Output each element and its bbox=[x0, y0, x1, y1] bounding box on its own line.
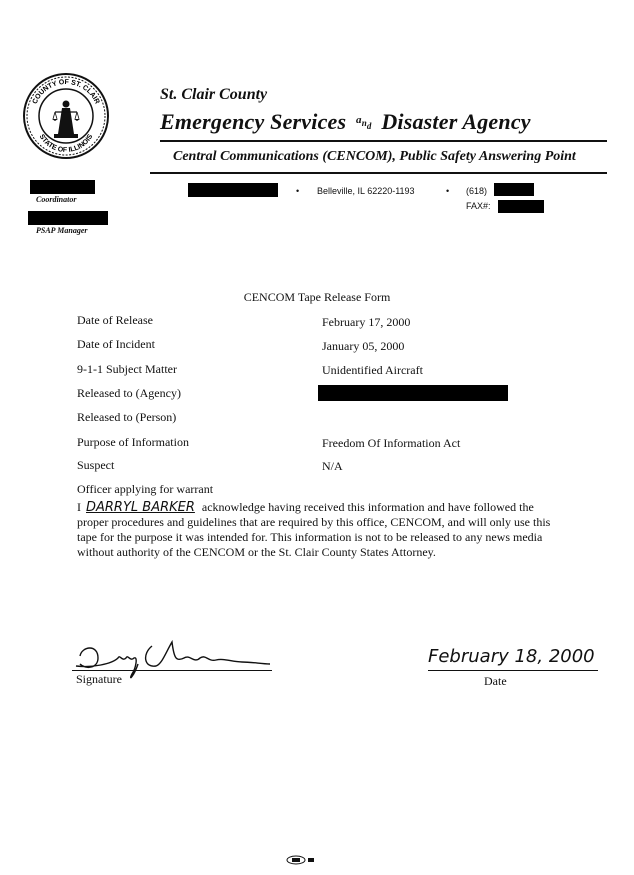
bullet-separator: • bbox=[446, 186, 450, 196]
address-text: Belleville, IL 62220-1193 bbox=[317, 186, 415, 196]
redaction-block bbox=[28, 211, 108, 225]
county-seal-icon bbox=[22, 72, 110, 160]
coordinator-label: Coordinator bbox=[36, 195, 77, 204]
agency-name bbox=[160, 109, 531, 135]
agency-and: and bbox=[355, 114, 372, 132]
row-label-released-agency: Released to (Agency) bbox=[77, 386, 181, 400]
statement-text: acknowledge having received this information and have followed the proper procedures and guidelines that are required by this office, CENCOM, and will only use this tape for the purpose it was intended for. This information is not to be released to any news media without authority of the CENCOM or the St. Clair County States Attorney. bbox=[77, 500, 551, 559]
row-value-purpose: Freedom Of Information Act bbox=[322, 436, 461, 450]
psap-manager-label: PSAP Manager bbox=[36, 226, 88, 235]
county-name: St. Clair County bbox=[160, 86, 268, 103]
phone-prefix: (618) bbox=[466, 186, 488, 196]
row-label-date-of-release: Date of Release bbox=[77, 313, 153, 327]
redaction-block bbox=[188, 183, 278, 197]
statement-prefix: I bbox=[77, 500, 81, 514]
redaction-block bbox=[30, 180, 95, 194]
row-label-subject-matter: 9-1-1 Subject Matter bbox=[77, 362, 177, 376]
row-value-suspect: N/A bbox=[322, 459, 343, 473]
acknowledgement-statement bbox=[77, 500, 557, 560]
agency-name-part2: Disaster Agency bbox=[381, 109, 531, 134]
row-value-subject-matter: Unidentified Aircraft bbox=[322, 363, 423, 377]
redaction-block bbox=[498, 200, 544, 213]
row-label-suspect: Suspect bbox=[77, 458, 115, 472]
row-label-date-of-incident: Date of Incident bbox=[77, 337, 155, 351]
handwritten-name: DARRYL BARKER bbox=[86, 500, 195, 515]
cencom-subtitle: Central Communications (CENCOM), Public Safety Answering Point bbox=[173, 149, 576, 164]
form-title: CENCOM Tape Release Form bbox=[243, 290, 391, 304]
handwritten-date: February 18, 2000 bbox=[428, 646, 595, 667]
date-line bbox=[428, 670, 598, 671]
seal-text-bottom: STATE OF ILLINOIS bbox=[37, 133, 95, 155]
redaction-block bbox=[494, 183, 534, 196]
union-bug-icon bbox=[286, 852, 326, 862]
header-rule bbox=[160, 140, 607, 142]
row-value-date-of-release: February 17, 2000 bbox=[322, 315, 411, 329]
date-label: Date bbox=[484, 674, 507, 688]
signature-label: Signature bbox=[76, 672, 122, 686]
agency-name-part1: Emergency Services bbox=[160, 109, 347, 134]
bullet-separator: • bbox=[296, 186, 300, 196]
header-rule-lower bbox=[150, 172, 607, 174]
row-label-officer: Officer applying for warrant bbox=[77, 482, 214, 496]
seal-text-top: COUNTY OF ST. CLAIR bbox=[31, 78, 101, 106]
row-label-released-person: Released to (Person) bbox=[77, 410, 177, 424]
signature-line bbox=[72, 670, 272, 671]
redaction-block bbox=[318, 385, 508, 401]
row-label-purpose: Purpose of Information bbox=[77, 435, 189, 449]
row-value-date-of-incident: January 05, 2000 bbox=[322, 339, 405, 353]
fax-label: FAX#: bbox=[466, 201, 491, 211]
